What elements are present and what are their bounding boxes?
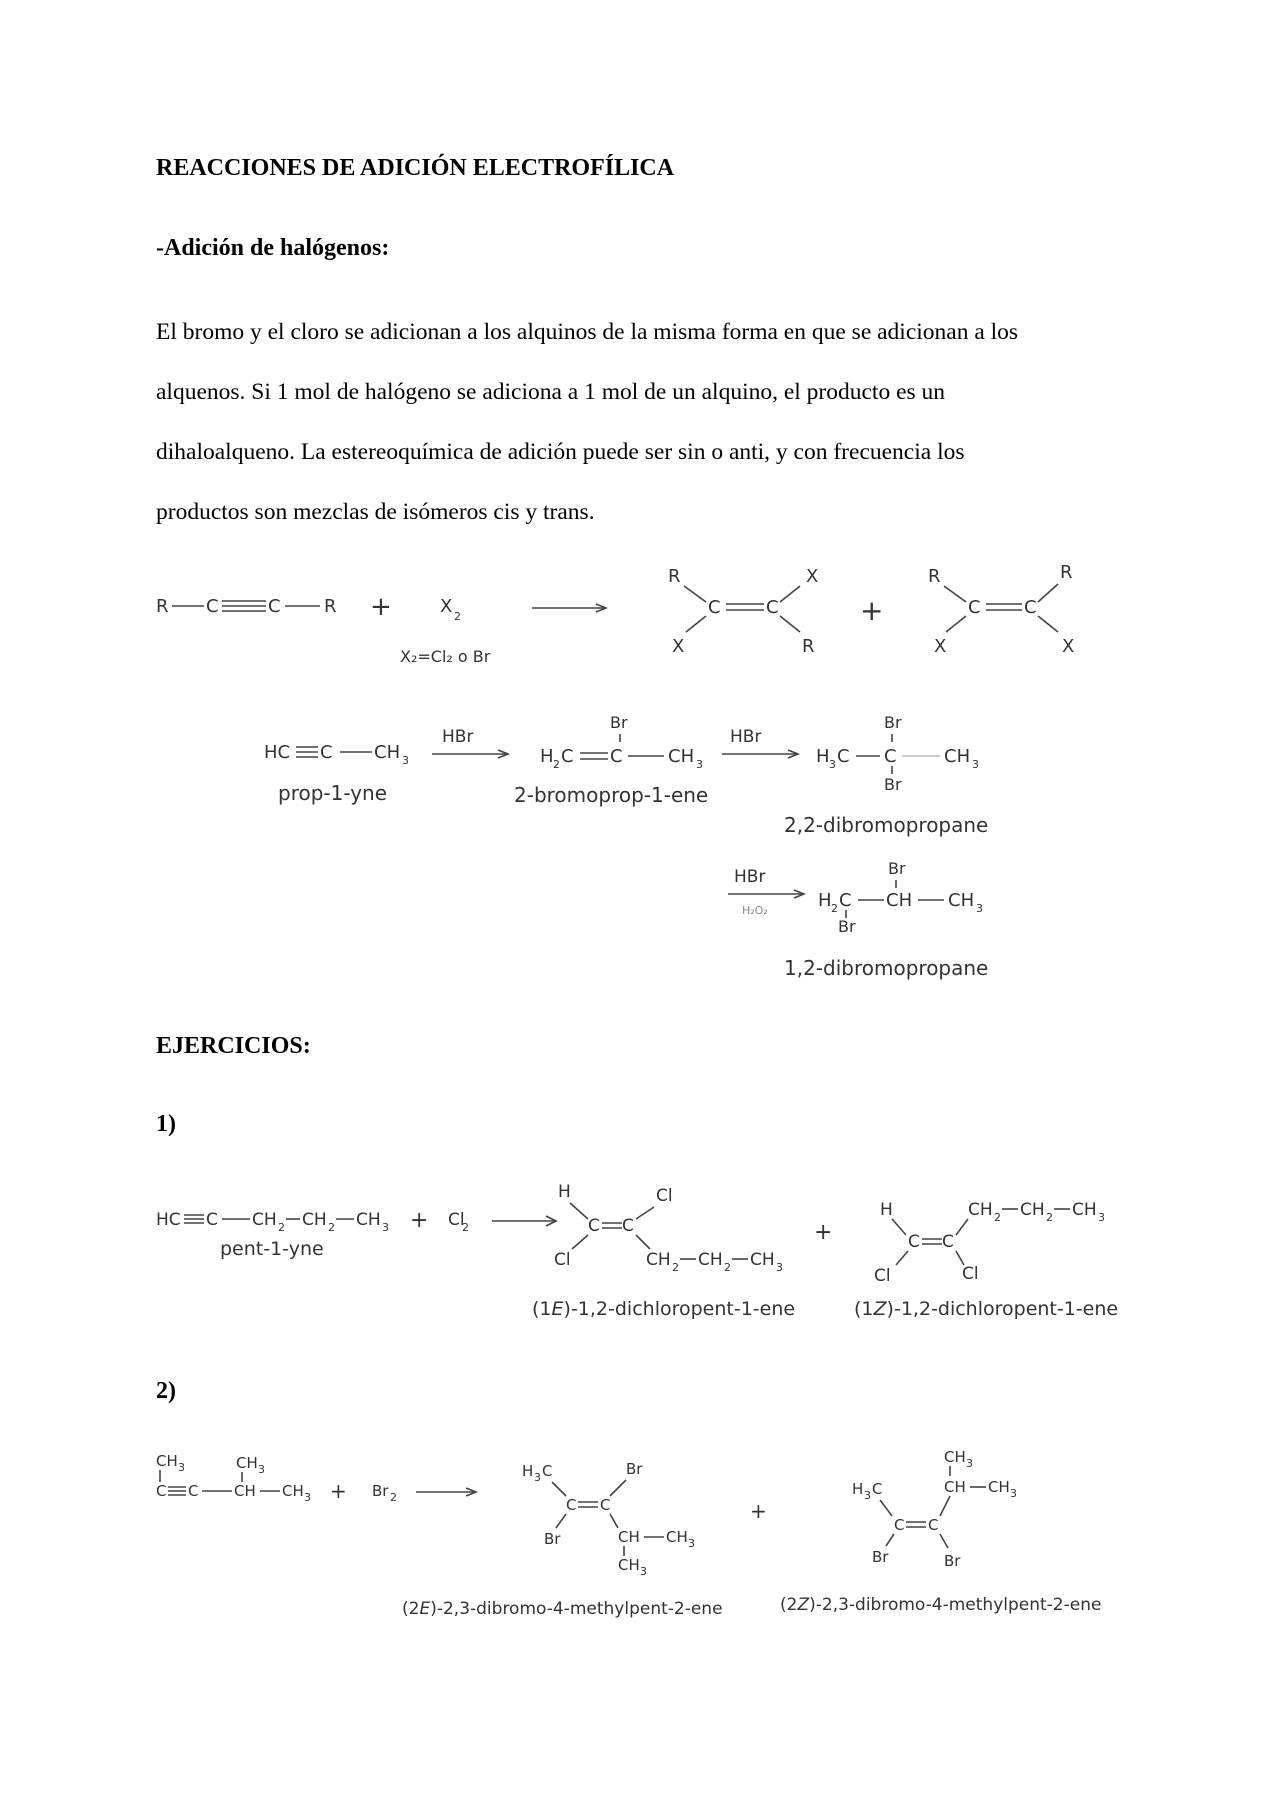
svg-text:C: C: [884, 746, 897, 767]
svg-text:X: X: [806, 566, 819, 587]
compound-name: 2,2-dibromopropane: [784, 813, 989, 837]
plus-sign: +: [330, 1479, 347, 1503]
paragraph-line: El bromo y el cloro se adicionan a los alquinos de la misma forma en que se adicionan a los: [156, 319, 1019, 345]
plus-sign: +: [370, 592, 392, 622]
pentyne-structure: [156, 1210, 389, 1260]
svg-text:Cl: Cl: [554, 1250, 571, 1270]
svg-text:3: 3: [178, 1461, 185, 1474]
svg-text:2: 2: [328, 1221, 335, 1234]
chlorine-reagent: [448, 1210, 469, 1234]
svg-text:2: 2: [831, 902, 838, 915]
svg-text:R: R: [928, 566, 941, 587]
reaction-arrow: [492, 1216, 556, 1226]
svg-text:X: X: [672, 636, 685, 657]
compound-name: (2Z)-2,3-dibromo-4-methylpent-2-ene: [780, 1595, 1102, 1615]
body-paragraph: [156, 302, 1136, 542]
general-halogen-addition-scheme: [0, 560, 1280, 680]
svg-text:CH: CH: [944, 1448, 966, 1466]
svg-text:C: C: [1024, 597, 1037, 618]
exercises-heading: EJERCICIOS:: [156, 1033, 311, 1059]
svg-text:C: C: [561, 746, 574, 767]
exercise-number: 2): [156, 1378, 176, 1404]
svg-text:C: C: [942, 1232, 954, 1252]
svg-text:CH: CH: [1020, 1200, 1045, 1220]
svg-text:CH: CH: [968, 1200, 993, 1220]
svg-text:2: 2: [994, 1211, 1001, 1224]
svg-text:2: 2: [1046, 1211, 1053, 1224]
svg-text:C: C: [622, 1216, 634, 1236]
svg-text:HC: HC: [156, 1210, 181, 1230]
svg-text:X: X: [440, 596, 453, 617]
methylpentyne-structure: [156, 1452, 311, 1504]
svg-text:C: C: [156, 1482, 167, 1500]
svg-text:3: 3: [382, 1221, 389, 1234]
svg-text:Br: Br: [884, 775, 902, 794]
svg-text:CH: CH: [750, 1250, 775, 1270]
svg-text:CH: CH: [234, 1482, 256, 1500]
svg-text:Cl: Cl: [448, 1210, 465, 1230]
svg-text:2: 2: [462, 1221, 469, 1234]
svg-text:CH: CH: [236, 1454, 258, 1472]
svg-text:Br: Br: [872, 1548, 889, 1566]
svg-text:2: 2: [390, 1491, 397, 1504]
svg-text:HBr: HBr: [730, 727, 762, 747]
svg-text:R: R: [1060, 562, 1073, 583]
svg-text:Br: Br: [544, 1530, 561, 1548]
svg-text:CH: CH: [1072, 1200, 1097, 1220]
svg-text:R: R: [156, 596, 169, 617]
svg-text:C: C: [188, 1482, 199, 1500]
svg-text:R: R: [802, 636, 815, 657]
svg-text:C: C: [566, 1496, 577, 1514]
svg-text:CH: CH: [666, 1528, 688, 1546]
paragraph-line: productos son mezclas de isómeros cis y trans.: [156, 499, 595, 525]
hbr-arrow-2: [722, 727, 798, 758]
svg-text:CH: CH: [356, 1210, 381, 1230]
svg-text:H: H: [558, 1182, 571, 1202]
svg-text:C: C: [542, 1462, 553, 1480]
svg-text:C: C: [610, 746, 623, 767]
svg-text:CH: CH: [646, 1250, 671, 1270]
svg-text:CH: CH: [252, 1210, 277, 1230]
svg-text:C: C: [928, 1516, 939, 1534]
alkyne-structure: [156, 596, 337, 617]
svg-text:H₂O₂: H₂O₂: [742, 904, 768, 917]
svg-text:Br: Br: [888, 859, 906, 878]
compound-name: (1E)-1,2-dichloropent-1-ene: [532, 1298, 796, 1320]
plus-sign: +: [410, 1208, 429, 1233]
svg-text:CH: CH: [618, 1556, 640, 1574]
svg-text:2: 2: [672, 1261, 679, 1274]
svg-text:Br: Br: [838, 917, 856, 936]
svg-text:CH: CH: [944, 746, 971, 767]
bromopropene-structure: [514, 713, 708, 807]
svg-text:3: 3: [1010, 1487, 1017, 1500]
svg-text:CH: CH: [886, 890, 913, 911]
svg-text:Br: Br: [610, 713, 628, 732]
svg-text:H: H: [852, 1480, 864, 1498]
svg-text:CH: CH: [302, 1210, 327, 1230]
svg-text:HBr: HBr: [734, 867, 766, 887]
svg-text:2: 2: [278, 1221, 285, 1234]
reagent-note: X₂=Cl₂ o Br: [400, 647, 491, 666]
svg-text:CH: CH: [948, 890, 975, 911]
hbr-addition-scheme: [0, 710, 1280, 990]
svg-text:H: H: [818, 890, 832, 911]
z-dichloropentene-structure: [854, 1200, 1118, 1320]
plus-sign: +: [750, 1499, 767, 1523]
compound-name: pent-1-yne: [220, 1238, 324, 1260]
paragraph-line: dihaloalqueno. La estereoquímica de adición puede ser sin o anti, y con frecuencia los: [156, 439, 965, 465]
exercise-number: 1): [156, 1111, 176, 1137]
bromine-reagent: [372, 1482, 397, 1504]
section-heading: -Adición de halógenos:: [156, 235, 390, 261]
compound-name: 1,2-dibromopropane: [784, 956, 989, 980]
dibromopropane-2-2-structure: [784, 713, 988, 837]
svg-text:HBr: HBr: [442, 727, 474, 747]
svg-text:C: C: [968, 597, 981, 618]
svg-text:C: C: [908, 1232, 920, 1252]
svg-text:CH: CH: [668, 746, 695, 767]
e-dibromomethylpentene-structure: [402, 1460, 723, 1619]
svg-text:C: C: [708, 597, 721, 618]
svg-text:3: 3: [776, 1261, 783, 1274]
svg-text:CH: CH: [698, 1250, 723, 1270]
svg-text:Cl: Cl: [656, 1186, 673, 1206]
svg-text:CH: CH: [988, 1478, 1010, 1496]
e-dichloropentene-structure: [532, 1182, 795, 1320]
svg-text:CH: CH: [618, 1528, 640, 1546]
svg-text:CH: CH: [944, 1478, 966, 1496]
plus-sign: +: [814, 1220, 833, 1245]
svg-text:C: C: [837, 746, 850, 767]
trans-dihaloalkene: [668, 566, 818, 657]
svg-text:H: H: [522, 1462, 534, 1480]
exercise-1-scheme: [0, 1165, 1280, 1335]
svg-text:H: H: [880, 1200, 893, 1220]
cis-dihaloalkene: [928, 562, 1074, 657]
svg-text:Br: Br: [372, 1482, 389, 1500]
svg-text:R: R: [668, 566, 681, 587]
svg-text:2: 2: [454, 610, 461, 623]
svg-text:3: 3: [402, 754, 409, 767]
exercise-2-scheme: [0, 1440, 1280, 1620]
svg-text:3: 3: [976, 902, 983, 915]
svg-text:3: 3: [534, 1471, 541, 1484]
svg-text:3: 3: [1098, 1211, 1105, 1224]
z-dibromomethylpentene-structure: [780, 1448, 1101, 1615]
svg-text:CH: CH: [156, 1452, 178, 1470]
compound-name: (2E)-2,3-dibromo-4-methylpent-2-ene: [402, 1599, 723, 1619]
svg-text:3: 3: [258, 1463, 265, 1476]
svg-text:C: C: [894, 1516, 905, 1534]
svg-text:C: C: [268, 596, 281, 617]
svg-text:C: C: [206, 1210, 218, 1230]
svg-text:C: C: [872, 1480, 883, 1498]
svg-text:H: H: [816, 746, 830, 767]
compound-name: prop-1-yne: [278, 781, 388, 805]
compound-name: (1Z)-1,2-dichloropent-1-ene: [854, 1298, 1119, 1320]
reaction-arrow: [416, 1488, 476, 1496]
plus-sign: +: [860, 594, 884, 627]
svg-text:3: 3: [829, 758, 836, 771]
svg-text:3: 3: [688, 1537, 695, 1550]
svg-text:C: C: [600, 1496, 611, 1514]
compound-name: 2-bromoprop-1-ene: [514, 783, 709, 807]
svg-text:Cl: Cl: [874, 1266, 891, 1286]
paragraph-line: alquenos. Si 1 mol de halógeno se adiciona a 1 mol de un alquino, el producto es un: [156, 379, 946, 405]
propyne-structure: [264, 742, 409, 805]
svg-text:3: 3: [304, 1491, 311, 1504]
svg-text:R: R: [324, 596, 337, 617]
svg-text:3: 3: [696, 758, 703, 771]
svg-text:H: H: [540, 746, 554, 767]
svg-text:3: 3: [966, 1457, 973, 1470]
svg-text:C: C: [766, 597, 779, 618]
svg-text:3: 3: [864, 1489, 871, 1502]
svg-text:CH: CH: [282, 1482, 304, 1500]
svg-text:Br: Br: [626, 1460, 643, 1478]
hbr-arrow-1: [432, 727, 508, 758]
reaction-arrow: [532, 604, 606, 612]
svg-text:X: X: [1062, 636, 1075, 657]
halogen-reagent: [400, 596, 491, 666]
dibromopropane-1-2-structure: [784, 859, 988, 980]
svg-text:Br: Br: [944, 1552, 961, 1570]
svg-text:Cl: Cl: [962, 1264, 979, 1284]
svg-text:2: 2: [724, 1261, 731, 1274]
svg-text:CH: CH: [374, 742, 401, 763]
svg-text:C: C: [588, 1216, 600, 1236]
svg-text:C: C: [839, 890, 852, 911]
svg-text:3: 3: [640, 1565, 647, 1578]
page-title: REACCIONES DE ADICIÓN ELECTROFÍLICA: [156, 155, 675, 181]
svg-text:3: 3: [972, 758, 979, 771]
svg-text:2: 2: [553, 758, 560, 771]
svg-text:HC: HC: [264, 742, 291, 763]
svg-text:X: X: [934, 636, 947, 657]
svg-text:C: C: [206, 596, 219, 617]
svg-text:C: C: [320, 742, 333, 763]
hbr-peroxide-arrow: [728, 867, 804, 917]
svg-text:Br: Br: [884, 713, 902, 732]
